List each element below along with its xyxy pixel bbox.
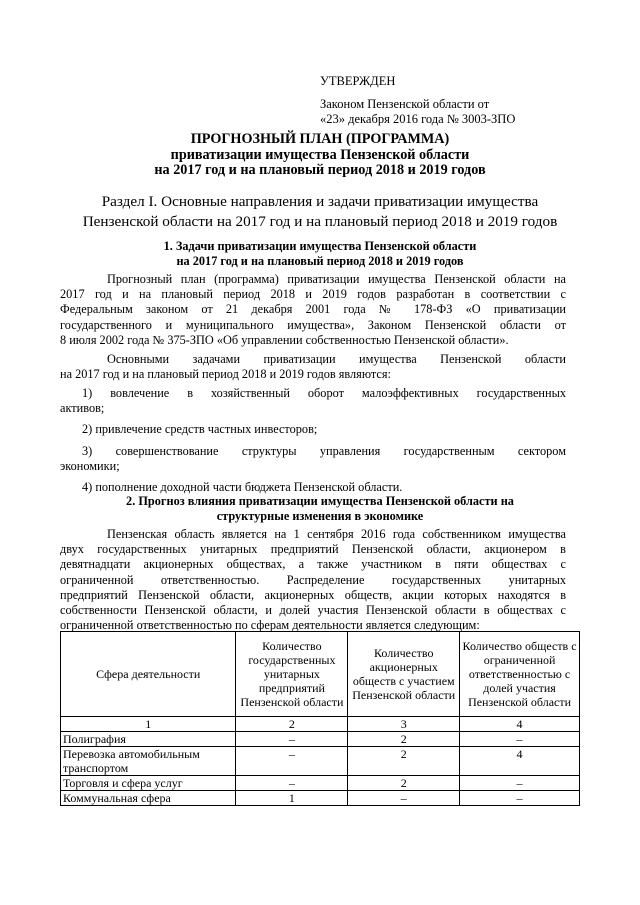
para2-line: Основными задачами приватизации имущества Пензенской области	[107, 352, 566, 366]
table-cell: 2	[348, 732, 460, 747]
table-cell: Торговля и сфера услуг	[61, 776, 236, 791]
para3-line: ограниченной ответственностью. Распределение государственных унитарных	[60, 572, 566, 587]
para3-line: двух государственных унитарных предприятий Пензенской области, акционером в	[60, 542, 566, 557]
para2-line: на 2017 год и на плановый период 2018 и 2019 годов являются:	[60, 367, 391, 382]
table-cell: 1	[236, 791, 348, 806]
task-line: 4) пополнение доходной части бюджета Пензенской области.	[82, 480, 403, 495]
table-cell: –	[460, 791, 580, 806]
subsection-heading-1	[40, 239, 600, 268]
table-cell: Перевозка автомобильным транспортом	[61, 747, 236, 776]
section-heading	[40, 192, 600, 232]
title-line1: ПРОГНОЗНЫЙ ПЛАН (ПРОГРАММА)	[190, 131, 450, 147]
title-line2: приватизации имущества Пензенской области	[170, 146, 470, 163]
table-row	[61, 732, 580, 747]
para1-line: Прогнозный план (программа) приватизации имущества Пензенской области на	[107, 272, 566, 286]
table-cell: –	[236, 747, 348, 776]
table-cell: –	[348, 791, 460, 806]
para3-line: собственности Пензенской области, и долей участия Пензенской области в обществах с	[60, 603, 566, 618]
subsection-heading-2	[40, 494, 600, 523]
task-item	[60, 422, 566, 437]
task-line: 2) привлечение средств частных инвесторов;	[82, 422, 318, 437]
task-line: активов;	[60, 401, 105, 416]
approved-law-line2: «23» декабря 2016 года № 3003-ЗПО	[320, 112, 516, 126]
para3-line: девятнадцати акционерных обществах, а также участником в пяти обществах с	[60, 557, 566, 572]
header-llc: Количество обществ с ограниченной ответственностью с долей участия Пензенской области	[460, 632, 580, 717]
table-cell: –	[236, 776, 348, 791]
table-header-row	[61, 632, 580, 717]
column-number: 2	[236, 717, 348, 732]
task-list	[60, 386, 566, 495]
header-unitary: Количество государственных унитарных предприятий Пензенской области	[236, 632, 348, 717]
para1-line: 2017 год и на плановый период 2018 и 2019 годов разработан в соответствии с	[60, 287, 566, 302]
table-cell: –	[460, 732, 580, 747]
heading1-line1: 1. Задачи приватизации имущества Пензенской области	[163, 239, 477, 253]
header-activity: Сфера деятельности	[61, 632, 236, 717]
approval-block	[320, 74, 515, 128]
table-cell: Полиграфия	[61, 732, 236, 747]
table-row	[61, 791, 580, 806]
table-row	[61, 776, 580, 791]
task-line: 1) вовлечение в хозяйственный оборот малоэффективных государственных	[82, 386, 566, 400]
header-joint-stock: Количество акционерных обществ с участием Пензенской области	[348, 632, 460, 717]
column-number: 1	[61, 717, 236, 732]
approved-law-line1: Законом Пензенской области от	[320, 96, 490, 111]
para3-line: предприятий Пензенской области, акционерных обществ, акции которых находятся в	[60, 587, 566, 602]
para3-line: ограниченной ответственностью по сферам деятельности является следующим:	[60, 618, 480, 633]
section-line1: Раздел I. Основные направления и задачи приватизации имущества	[101, 193, 539, 210]
task-item	[60, 480, 566, 495]
task-line: 3) совершенствование структуры управления государственным сектором	[82, 443, 566, 458]
task-item	[60, 386, 566, 416]
task-item	[60, 444, 566, 474]
table-cell: 2	[348, 747, 460, 776]
table-cell: 4	[460, 747, 580, 776]
table-row	[61, 747, 580, 776]
table-cell: 2	[348, 776, 460, 791]
paragraph-main-tasks	[60, 352, 566, 382]
column-number: 3	[348, 717, 460, 732]
distribution-table	[60, 631, 580, 806]
para1-line: государственного и муниципального имущества», Законом Пензенской области от	[60, 317, 566, 332]
title-line3: на 2017 год и на плановый период 2018 и 2019 годов	[154, 162, 486, 178]
table-column-numbers	[61, 717, 580, 732]
para3-line: Пензенская область является на 1 сентября 2016 года собственником имущества	[107, 527, 566, 541]
section-line2: Пензенской области на 2017 год и на плановый период 2018 и 2019 годов	[82, 213, 558, 230]
para1-line: 8 июля 2002 года № 375-ЗПО «Об управлении собственностью Пензенской области».	[60, 332, 509, 347]
table-cell: –	[460, 776, 580, 791]
column-number: 4	[460, 717, 580, 732]
heading2-line2: структурные изменения в экономике	[216, 508, 424, 523]
approved-word: УТВЕРЖДЕН	[320, 74, 396, 88]
para1-line: Федеральным законом от 21 декабря 2001 года № 178-ФЗ «О приватизации	[60, 302, 566, 317]
task-line: экономики;	[60, 458, 120, 473]
table-cell: –	[236, 732, 348, 747]
heading1-line2: на 2017 год и на плановый период 2018 и 2019 годов	[176, 253, 464, 268]
paragraph-legal-basis	[60, 272, 566, 348]
heading2-line1: 2. Прогноз влияния приватизации имущества Пензенской области на	[126, 494, 514, 508]
paragraph-ownership	[60, 527, 566, 633]
document-title	[0, 132, 640, 179]
table-cell: Коммунальная сфера	[61, 791, 236, 806]
